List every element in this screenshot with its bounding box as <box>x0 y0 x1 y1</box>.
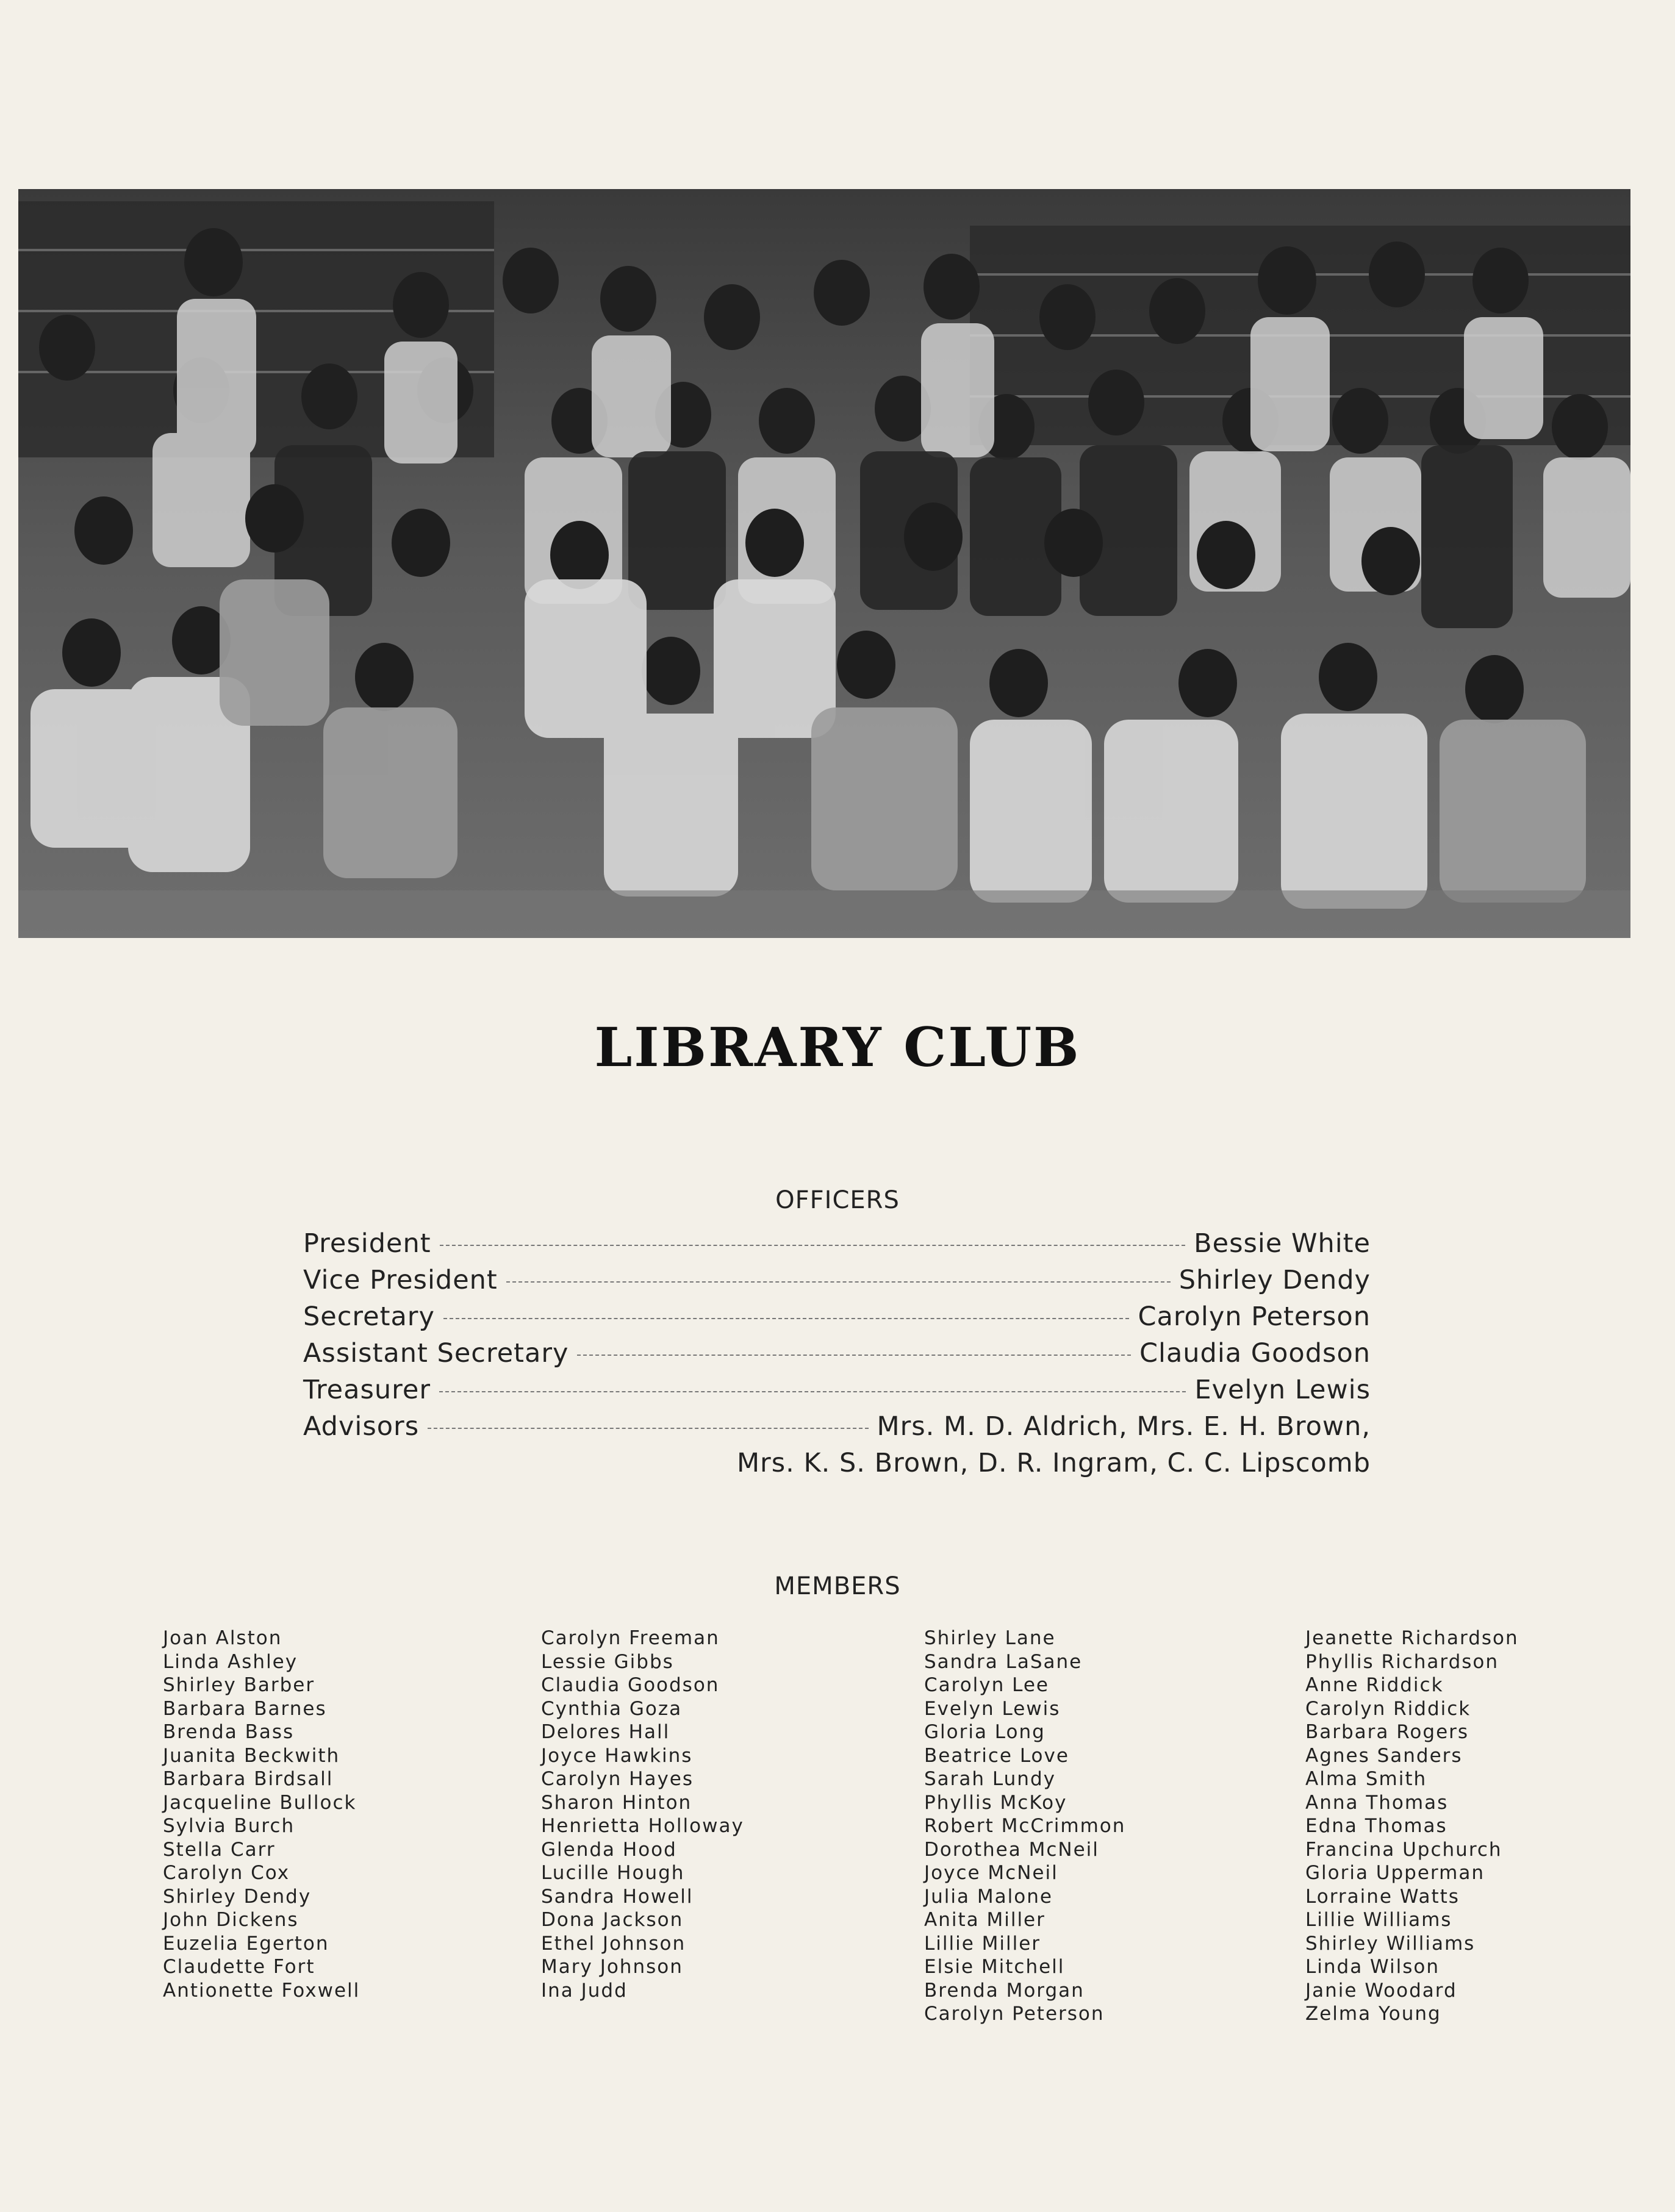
member-name: Carolyn Hayes <box>541 1768 694 1790</box>
member-name: Joyce McNeil <box>924 1862 1058 1884</box>
officer-role: Assistant Secretary <box>303 1338 569 1369</box>
member-name: Lillie Miller <box>924 1932 1041 1955</box>
member-name: Stella Carr <box>163 1838 276 1861</box>
officers-list <box>303 1228 1371 1484</box>
officer-row <box>303 1301 1371 1338</box>
member-name: Phyllis McKoy <box>924 1791 1067 1814</box>
member-name: Gloria Upperman <box>1305 1862 1485 1884</box>
member-name: Dorothea McNeil <box>924 1838 1099 1861</box>
member-name: Carolyn Cox <box>163 1862 290 1884</box>
page-title: LIBRARY CLUB <box>594 1015 1081 1079</box>
member-name: Barbara Barnes <box>163 1697 327 1720</box>
member-name: Delores Hall <box>541 1721 670 1743</box>
group-photo-image <box>18 189 1630 938</box>
member-name: Shirley Williams <box>1305 1932 1476 1955</box>
leader-dots <box>439 1391 1186 1392</box>
officer-name: Claudia Goodson <box>1139 1338 1371 1369</box>
member-name: Carolyn Freeman <box>541 1627 720 1649</box>
members-column-4 <box>1305 1627 1519 2026</box>
officer-row <box>303 1375 1371 1411</box>
member-name: Sarah Lundy <box>924 1768 1056 1790</box>
officer-name: Mrs. M. D. Aldrich, Mrs. E. H. Brown, <box>877 1411 1371 1442</box>
member-name: Sandra Howell <box>541 1885 694 1908</box>
officer-role: Secretary <box>303 1301 435 1332</box>
member-name: Evelyn Lewis <box>924 1697 1061 1720</box>
officer-role: Advisors <box>303 1411 420 1442</box>
leader-dots <box>577 1355 1130 1356</box>
member-name: Julia Malone <box>924 1885 1053 1908</box>
member-name: Shirley Barber <box>163 1674 315 1696</box>
member-name: Brenda Bass <box>163 1721 295 1743</box>
member-name: Linda Wilson <box>1305 1956 1440 1978</box>
leader-dots <box>443 1318 1130 1319</box>
members-column-2 <box>541 1627 744 2002</box>
member-name: Claudia Goodson <box>541 1674 720 1696</box>
member-name: Joan Alston <box>163 1627 282 1649</box>
officer-row <box>303 1228 1371 1265</box>
member-name: Sharon Hinton <box>541 1791 692 1814</box>
member-name: Agnes Sanders <box>1305 1744 1463 1767</box>
member-name: Shirley Dendy <box>163 1885 312 1908</box>
members-column-3 <box>924 1627 1125 2026</box>
officer-row <box>303 1265 1371 1301</box>
officer-name: Bessie White <box>1194 1228 1371 1259</box>
member-name: Alma Smith <box>1305 1768 1427 1790</box>
member-name: Sandra LaSane <box>924 1650 1083 1673</box>
member-name: Lillie Williams <box>1305 1909 1452 1931</box>
member-name: Phyllis Richardson <box>1305 1650 1499 1673</box>
member-name: Cynthia Goza <box>541 1697 683 1720</box>
member-name: Janie Woodard <box>1305 1979 1457 2002</box>
member-name: Elsie Mitchell <box>924 1956 1065 1978</box>
leader-dots <box>440 1245 1186 1246</box>
member-name: Mary Johnson <box>541 1956 683 1978</box>
member-name: Ethel Johnson <box>541 1932 686 1955</box>
member-name: Shirley Lane <box>924 1627 1056 1649</box>
member-name: Zelma Young <box>1305 2003 1441 2025</box>
member-name: Juanita Beckwith <box>163 1744 340 1767</box>
member-name: Carolyn Riddick <box>1305 1697 1471 1720</box>
member-name: Sylvia Burch <box>163 1815 295 1837</box>
member-name: Linda Ashley <box>163 1650 298 1673</box>
officer-name: Shirley Dendy <box>1178 1265 1371 1295</box>
member-name: Claudette Fort <box>163 1956 315 1978</box>
officer-role: Treasurer <box>303 1375 431 1405</box>
member-name: Euzelia Egerton <box>163 1932 329 1955</box>
officers-heading: OFFICERS <box>775 1186 900 1214</box>
member-name: Edna Thomas <box>1305 1815 1447 1837</box>
member-name: Lorraine Watts <box>1305 1885 1460 1908</box>
officer-name: Evelyn Lewis <box>1194 1375 1371 1405</box>
member-name: Carolyn Peterson <box>924 2003 1105 2025</box>
member-name: Jeanette Richardson <box>1305 1627 1519 1649</box>
member-name: John Dickens <box>163 1909 299 1931</box>
member-name: Anna Thomas <box>1305 1791 1449 1814</box>
leader-dots <box>428 1428 868 1429</box>
member-name: Glenda Hood <box>541 1838 677 1861</box>
leader-dots <box>506 1281 1171 1283</box>
member-name: Barbara Rogers <box>1305 1721 1469 1743</box>
officer-name: Carolyn Peterson <box>1138 1301 1371 1332</box>
member-name: Carolyn Lee <box>924 1674 1050 1696</box>
member-name: Anita Miller <box>924 1909 1046 1931</box>
member-name: Antionette Foxwell <box>163 1979 360 2002</box>
member-name: Ina Judd <box>541 1979 628 2002</box>
member-name: Henrietta Holloway <box>541 1815 744 1837</box>
officer-role: President <box>303 1228 431 1259</box>
member-name: Lessie Gibbs <box>541 1650 674 1673</box>
member-name: Lucille Hough <box>541 1862 685 1884</box>
member-name: Robert McCrimmon <box>924 1815 1126 1837</box>
member-name: Dona Jackson <box>541 1909 684 1931</box>
members-heading: MEMBERS <box>774 1572 901 1600</box>
member-name: Beatrice Love <box>924 1744 1069 1767</box>
member-name: Barbara Birdsall <box>163 1768 334 1790</box>
advisors-continued: Mrs. K. S. Brown, D. R. Ingram, C. C. Lipscomb <box>736 1448 1371 1478</box>
member-name: Brenda Morgan <box>924 1979 1085 2002</box>
member-name: Gloria Long <box>924 1721 1046 1743</box>
member-name: Francina Upchurch <box>1305 1838 1502 1861</box>
members-list <box>0 1627 1675 2053</box>
member-name: Jacqueline Bullock <box>163 1791 357 1814</box>
member-name: Joyce Hawkins <box>541 1744 693 1767</box>
officer-row <box>303 1338 1371 1375</box>
officer-role: Vice President <box>303 1265 498 1295</box>
members-column-1 <box>163 1627 360 2002</box>
member-name: Anne Riddick <box>1305 1674 1444 1696</box>
group-photo <box>18 189 1630 938</box>
officer-row <box>303 1411 1371 1448</box>
